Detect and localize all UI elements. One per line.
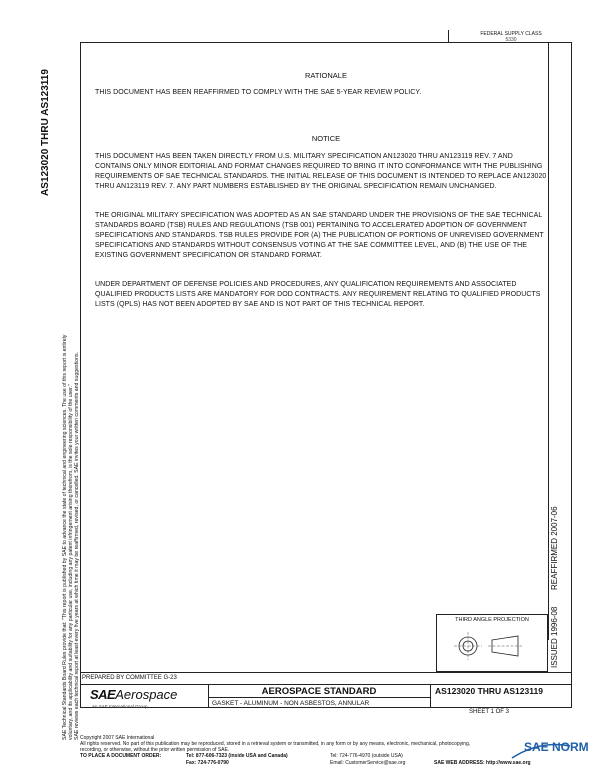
federal-supply-class-label: FEDERAL SUPPLY CLASS (480, 31, 542, 37)
title-block-inner-line (208, 697, 430, 698)
sae-aerospace-logo (90, 686, 206, 708)
title-block-divider-2 (430, 684, 431, 708)
reaffirmed-date: REAFFIRMED 2007-06 (550, 506, 559, 590)
standard-type: AEROSPACE STANDARD (261, 686, 377, 697)
footer-email: Email: CustomerService@sae.org (330, 760, 406, 766)
doc-number: AS123020 THRU AS123119 (435, 686, 543, 696)
side-doc-number-1 (40, 69, 51, 196)
notice-paragraph-3: UNDER DEPARTMENT OF DEFENSE POLICIES AND PROCEDURES, ANY QUALIFICATION REQUIREMENTS AND ASSOCIATED QUALIFIED PRODUCTS LISTS ARE MANDATORY FOR DOD CONTRACTS. ANY REQUIREMENT RELATING TO QUALIFIED PRODUCTS LISTS (QPLS) HAS NOT BEEN ADOPTED BY SAE AND IS NOT PART OF THIS TECHNICAL REPORT. (95, 281, 541, 308)
notice-paragraph-2: THE ORIGINAL MILITARY SPECIFICATION WAS ADOPTED AS AN SAE STANDARD UNDER THE PROVISIONS OF THE SAE TECHNICAL STANDARDS BOARD (TSB) RULES AND REGULATIONS (TSB 001) PERTAINING TO ACCELERATED ADOPTION OF GOVERNMENT SPECIFICATIONS AND STANDARDS. TSB RULES PROVIDE FOR (A) THE PUBLICATION OF PORTIONS OF UNREVISED GOVERNMENT SPECIFICATIONS AND STANDARDS WITHOUT CONSENSUS VOTING AT THE SAE COMMITTEE LEVEL, AND (B) THE USE OF THE EXISTING GOVERNMENT SPECIFICATION OR STANDARD FORMAT. (95, 212, 544, 259)
right-strip-line (548, 42, 549, 640)
notice-title: NOTICE (311, 134, 341, 143)
logo-tagline: An SAE International Group (92, 704, 148, 709)
projection-label: THIRD ANGLE PROJECTION (455, 617, 529, 623)
title-block-row-line (80, 684, 572, 685)
sae-norm-watermark (510, 738, 596, 762)
footer-tel-2: Tel: 724-776-4970 (outside USA) (330, 753, 403, 759)
footer-to-place: TO PLACE A DOCUMENT ORDER: (80, 753, 162, 759)
footer-fax: Fax: 724-776-0790 (186, 760, 229, 766)
rationale-text: THIS DOCUMENT HAS BEEN REAFFIRMED TO COMPLY WITH THE SAE 5-YEAR REVIEW POLICY. (95, 89, 422, 96)
side-doc-number-text: AS123020 THRU AS123119 (40, 69, 51, 196)
footer-rights-2: recording, or otherwise, without the prior written permission of SAE. (80, 747, 230, 753)
title-block-top-line (80, 672, 572, 673)
side-disclaimer-2: voluntary, and its applicability and suitability for any particular use, including any patent infringement arising therefrom, is the sole responsibility of the user." (68, 384, 74, 740)
side-disclaimer-1: SAE Technical Standards Board Rules provide that: "This report is published by SAE to advance the state of technical and engineering sciences. The use of this report is entirely (62, 334, 68, 740)
watermark-text: SAE NORM (524, 740, 589, 754)
part-description: GASKET - ALUMINUM - NON ASBESTOS, ANNULAR (212, 700, 370, 707)
sheet-number: SHEET 1 OF 3 (469, 709, 509, 715)
side-disclaimer-3: SAE reviews each technical report at least every five years at which time it may be reaffirmed, revised, or cancelled. SAE invites your written comments and suggestions. (74, 352, 80, 740)
footer-web: SAE WEB ADDRESS: http://www.sae.org (434, 760, 531, 766)
footer-copyright: Copyright 2007 SAE International (80, 735, 155, 741)
footer-tel-1: Tel: 877-606-7323 (inside USA and Canada) (186, 753, 288, 759)
logo-aerospace: Aerospace (115, 687, 178, 702)
federal-supply-class-value: 5330 (505, 37, 517, 43)
issued-date: ISSUED 1996-08 (550, 606, 559, 668)
footer-rights-1: All rights reserved. No part of this publication may be reproduced, stored in a retrieval system or transmitted, in any form or by any means, electronic, mechanical, photocopying, (80, 741, 471, 747)
logo-sae: SAE (90, 687, 116, 702)
prepared-by: PREPARED BY COMMITTEE G-23 (82, 675, 177, 681)
third-angle-projection-icon (452, 628, 532, 664)
notice-paragraph-1: THIS DOCUMENT HAS BEEN TAKEN DIRECTLY FROM U.S. MILITARY SPECIFICATION AN123020 THRU AN123119 REV. 7 AND CONTAINS ONLY MINOR EDITORIAL AND FORMAT CHANGES REQUIRED TO BRING IT INTO CONFORMANCE WITH THE PUBLISHING REQUIREMENTS OF SAE TECHNICAL STANDARDS. THE INITIAL RELEASE OF THIS DOCUMENT IS INTENDED TO REPLACE AN123020 THRU AN123119 REV. 7. ANY PART NUMBERS ESTABLISHED BY THE ORIGINAL SPECIFICATION REMAIN UNCHANGED. (95, 153, 547, 190)
rationale-title: RATIONALE (305, 71, 347, 80)
